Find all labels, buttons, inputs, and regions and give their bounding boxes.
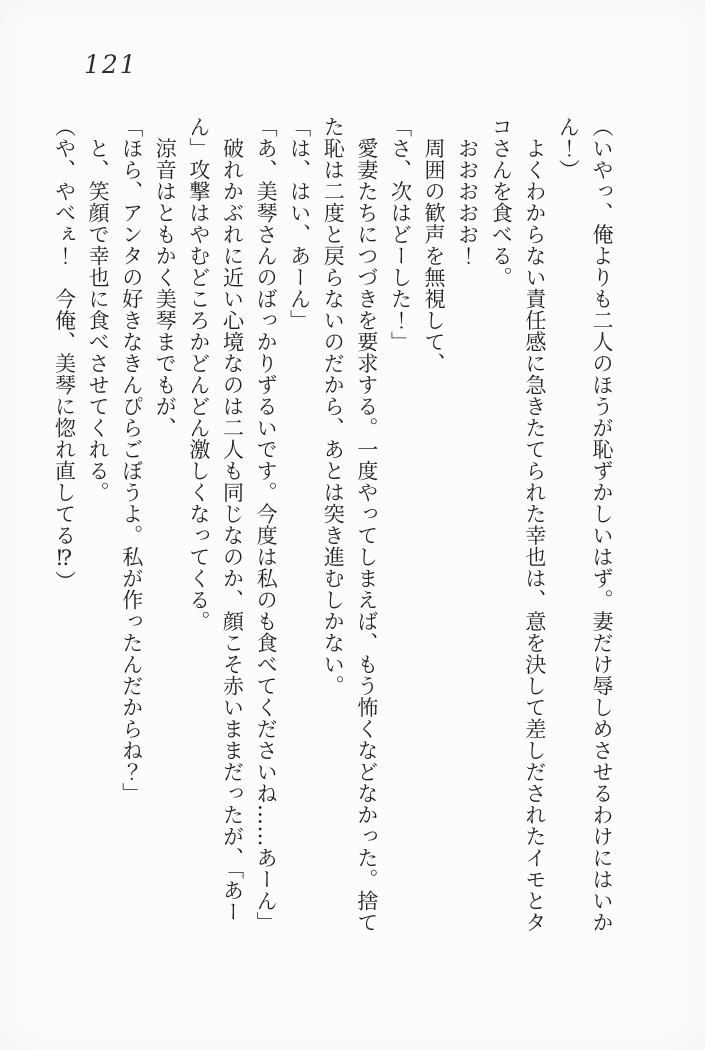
text-block: [47, 116, 618, 940]
text-line: 「は、はい、あーん」: [287, 116, 312, 331]
text-line: 愛妻たちにつづきを要求する。一度やってしまえば、もう怖くなどなかった。捨て: [354, 116, 379, 933]
text-line: 涼音はともかく美琴までもが、: [153, 116, 178, 439]
text-line: おおおおお！: [455, 116, 480, 267]
page-number: 121: [84, 50, 138, 79]
text-line: 破れかぶれに近い心境なのは二人も同じなのか、顔こそ赤いままだったが、「あー: [220, 116, 245, 923]
text-line: コさんを食べる。: [489, 116, 514, 288]
text-line: 周囲の歓声を無視して、: [422, 116, 447, 374]
text-line: た恥は二度と戻らないのだから、あとは突き進むしかない。: [321, 116, 346, 697]
text-line: よくわからない責任感に急きたてられた幸也は、意を決して差しだされたイモとタ: [522, 116, 547, 933]
text-line: 「さ、次はどーした！」: [388, 116, 413, 353]
text-line: ん！）: [556, 116, 581, 181]
text-line: 「ほら、アンタの好きなきんぴらごぼうよ。私が作ったんだからね？」: [119, 116, 144, 804]
text-line: 「あ、美琴さんのばっかりずるいです。今度は私のも食べてくださいね……あーん」: [254, 116, 279, 933]
text-line: と、笑顔で幸也に食べさせてくれる。: [86, 116, 111, 503]
text-line: （や、やべぇ！ 今俺、美琴に惚れ直してる⁉）: [52, 116, 77, 592]
text-line: （いやっ、俺よりも二人のほうが恥ずかしいはず。妻だけ辱しめさせるわけにはいか: [590, 116, 614, 933]
text-line: ん」攻撃はやむどころかどんどん激しくなってくる。: [186, 116, 211, 632]
